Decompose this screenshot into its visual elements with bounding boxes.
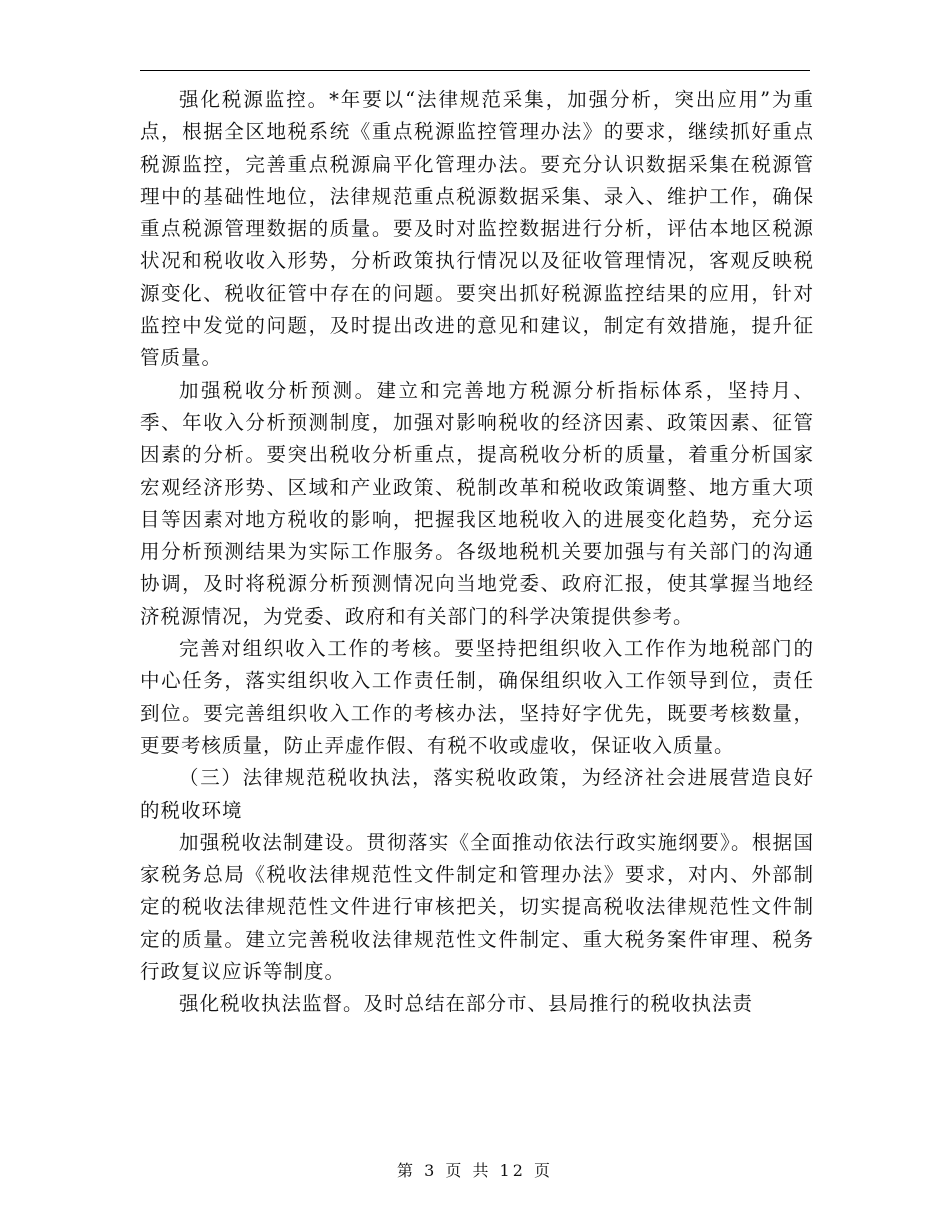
paragraph-tax-analysis-forecast: 加强税收分析预测。建立和完善地方税源分析指标体系，坚持月、季、年收入分析预测制度，加强对影响税收的经济因素、政策因素、征管因素的分析。要突出税收分析重点，提高税收分析的质量，着重分析国家宏观经济形势、区域和产业政策、税制改革和税收政策调整、地方重大项目等因素对地方税收的影响，把握我区地税收入的进展变化趋势，充分运用分析预测结果为实际工作服务。各级地税机关要加强与有关部门的沟通协调，及时将税源分析预测情况向当地党委、政府汇报，使其掌握当地经济税源情况，为党委、政府和有关部门的科学决策提供参考。 xyxy=(140,378,814,628)
paragraph-tax-source-monitoring: 强化税源监控。*年要以“法律规范采集，加强分析，突出应用”为重点，根据全区地税系统《重点税源监控管理办法》的要求，继续抓好重点税源监控，完善重点税源扁平化管理办法。要充分认识数据采集在税源管理中的基础性地位，法律规范重点税源数据采集、录入、维护工作，确保重点税源管理数据的质量。要及时对监控数据进行分析，评估本地区税源状况和税收收入形势，分析政策执行情况以及征收管理情况，客观反映税源变化、税收征管中存在的问题。要突出抓好税源监控结果的应用，针对监控中发觉的问题，及时提出改进的意见和建议，制定有效措施，提升征管质量。 xyxy=(140,88,814,370)
header-rule xyxy=(140,70,810,71)
paragraph-revenue-assessment: 完善对组织收入工作的考核。要坚持把组织收入工作作为地税部门的中心任务，落实组织收入工作责任制，确保组织收入工作领导到位，责任到位。要完善组织收入工作的考核办法，坚持好字优先，既要考核数量，更要考核质量，防止弄虚作假、有税不收或虚收，保证收入质量。 xyxy=(140,637,814,757)
document-body xyxy=(140,84,814,1021)
section-heading-three: （三）法律规范税收执法，落实税收政策，为经济社会进展营造良好的税收环境 xyxy=(140,766,814,822)
paragraph-enforcement-supervision: 强化税收执法监督。及时总结在部分市、县局推行的税收执法责 xyxy=(179,992,754,1016)
paragraph-tax-law-construction: 加强税收法制建设。贯彻落实《全面推动依法行政实施纲要》。根据国家税务总局《税收法律规范性文件制定和管理办法》要求，对内、外部制定的税收法律规范性文件进行审核把关，切实提高税收法律规范性文件制定的质量。建立完善税收法律规范性文件制定、重大税务案件审理、税务行政复议应诉等制度。 xyxy=(140,830,814,984)
page-footer: 第 3 页 共 12 页 xyxy=(397,1161,553,1180)
